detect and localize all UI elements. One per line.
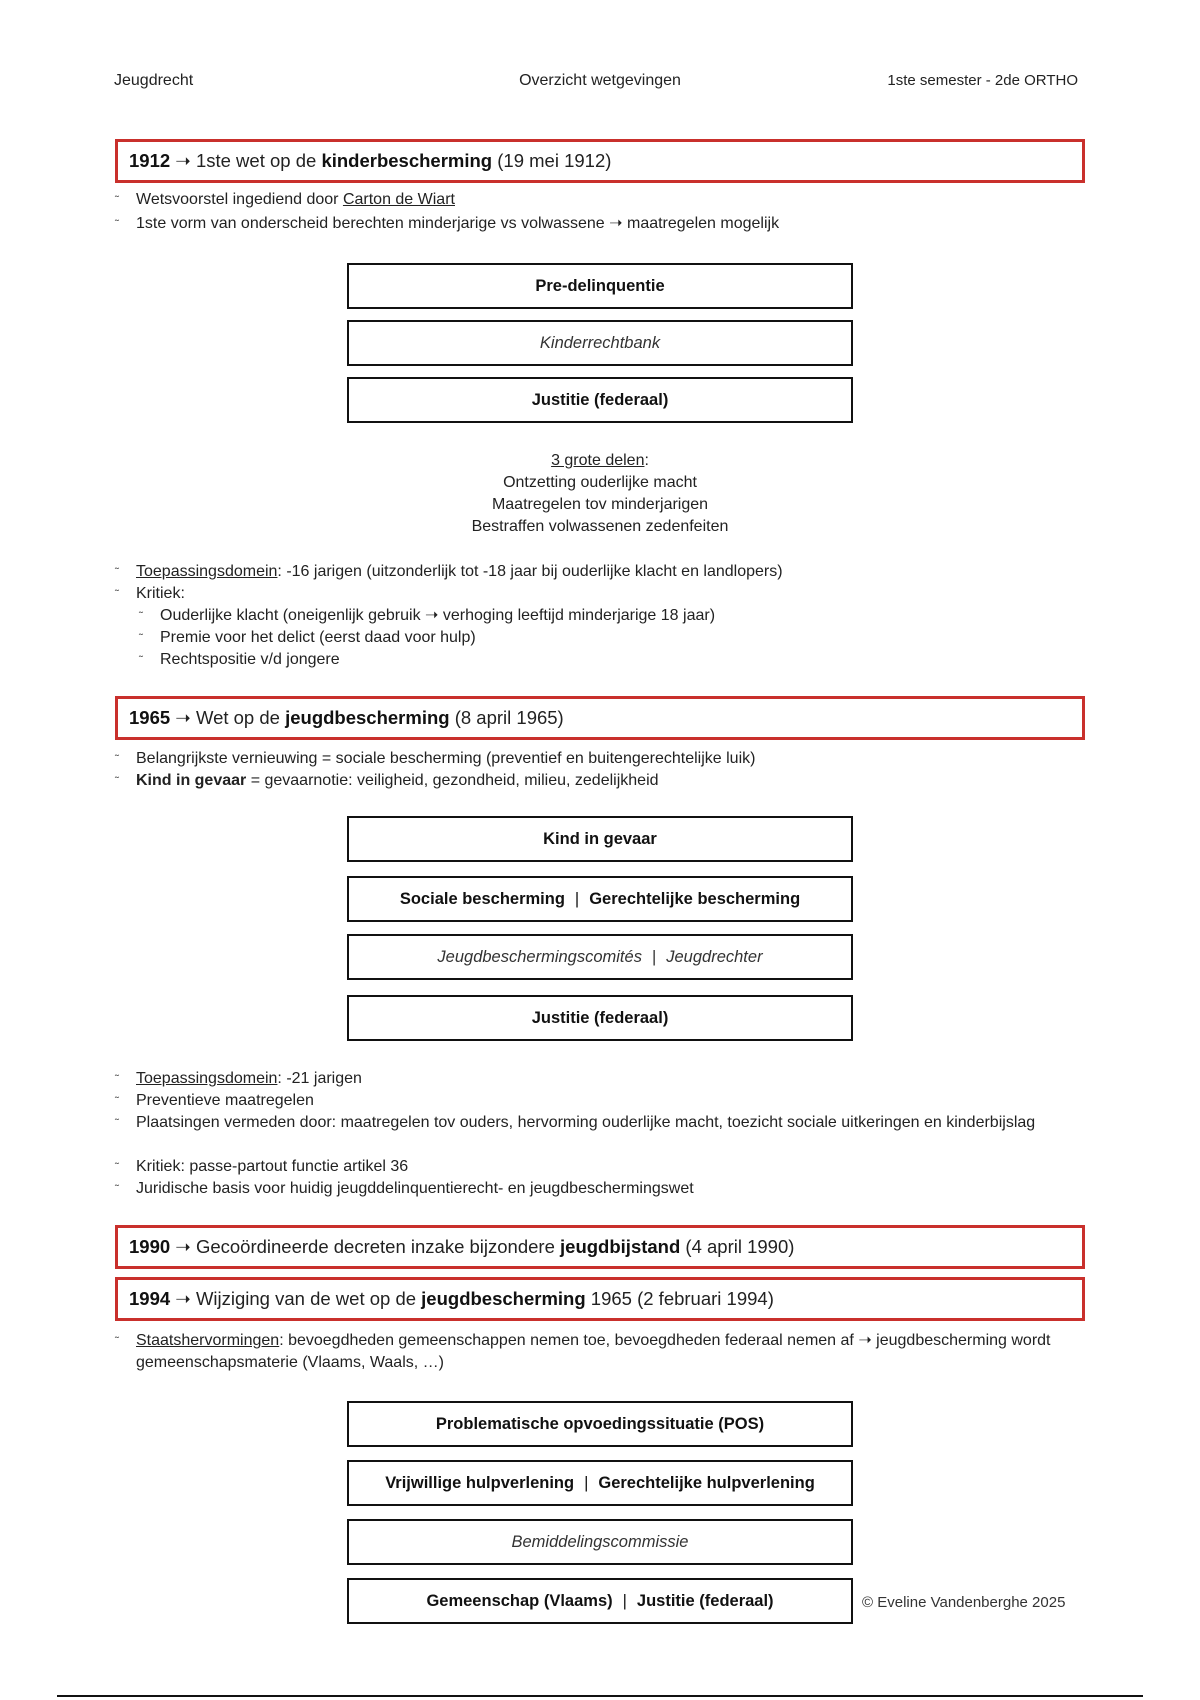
flow-box-hulpverlening: Vrijwillige hulpverlening | Gerechtelijke hulpverlening bbox=[347, 1460, 853, 1506]
bullet-icon: ˜ bbox=[115, 193, 119, 207]
bullet-icon: ˜ bbox=[115, 1334, 119, 1348]
heading-text: 1ste wet op de bbox=[190, 150, 322, 171]
year-1994: 1994 bbox=[129, 1288, 171, 1309]
bullet-text: Kritiek: bbox=[136, 585, 185, 602]
flow-box-bemiddelingscommissie: Bemiddelingscommissie bbox=[347, 1519, 853, 1565]
bullet-icon: ˜ bbox=[115, 1182, 119, 1196]
flow-box-gemeenschap-justitie: Gemeenschap (Vlaams) | Justitie (federaal) bbox=[347, 1578, 853, 1624]
heading-keyword: jeugdbijstand bbox=[560, 1236, 681, 1257]
section-1994-heading bbox=[115, 1277, 1085, 1321]
header-semester: 1ste semester - 2de ORTHO bbox=[887, 72, 1078, 89]
bullet-text: Ouderlijke klacht (oneigenlijk gebruik ➝ verhoging leeftijd minderjarige 18 jaar) bbox=[160, 607, 716, 624]
bullet-text: Premie voor het delict (eerst daad voor hulp) bbox=[160, 629, 476, 646]
bullet-icon: ˜ bbox=[115, 1116, 119, 1130]
bullet-icon: ˜ bbox=[115, 774, 119, 788]
bullet-icon: ˜ bbox=[115, 1094, 119, 1108]
bullet-text: 1ste vorm van onderscheid berechten minderjarige vs volwassene ➝ maatregelen mogelijk bbox=[136, 215, 780, 232]
bullet-text: Kritiek: passe-partout functie artikel 36 bbox=[136, 1158, 409, 1175]
label-toepassingsdomein: Toepassingsdomein bbox=[136, 1070, 278, 1087]
bullet-icon: ˜ bbox=[139, 609, 143, 623]
heading-keyword: kinderbescherming bbox=[321, 150, 493, 171]
arrow-icon: ➝ bbox=[175, 707, 191, 728]
bullet-icon: ˜ bbox=[115, 217, 119, 231]
label-staatshervormingen: Staatshervormingen bbox=[136, 1332, 280, 1349]
bullet-icon: ˜ bbox=[115, 565, 119, 579]
delen-item: Bestraffen volwassenen zedenfeiten bbox=[471, 518, 729, 535]
year-1912: 1912 bbox=[129, 150, 171, 171]
bullet-icon: ˜ bbox=[139, 631, 143, 645]
heading-date: (4 april 1990) bbox=[680, 1236, 795, 1257]
flow-box-comites-jeugdrechter: Jeugdbeschermingscomités | Jeugdrechter bbox=[347, 934, 853, 980]
arrow-icon: ➝ bbox=[175, 1236, 191, 1257]
flow-box-justitie: Justitie (federaal) bbox=[347, 995, 853, 1041]
bullet-icon: ˜ bbox=[115, 1160, 119, 1174]
label-toepassingsdomein: Toepassingsdomein bbox=[136, 563, 278, 580]
flow-box-bescherming: Sociale bescherming | Gerechtelijke bescherming bbox=[347, 876, 853, 922]
delen-item: Maatregelen tov minderjarigen bbox=[491, 496, 709, 513]
section-1990-heading bbox=[115, 1225, 1085, 1269]
flow-box-predelinquentie: Pre-delinquentie bbox=[347, 263, 853, 309]
flow-box-justitie: Justitie (federaal) bbox=[347, 377, 853, 423]
bullet-text: Plaatsingen vermeden door: maatregelen tov ouders, hervorming ouderlijke macht, toezicht sociale uitkeringen en kinderbijslag bbox=[136, 1114, 1036, 1131]
bullet-icon: ˜ bbox=[115, 1072, 119, 1086]
heading-date: (8 april 1965) bbox=[449, 707, 564, 728]
arrow-icon: ➝ bbox=[175, 150, 191, 171]
heading-text: Wet op de bbox=[190, 707, 286, 728]
section-1965-heading bbox=[115, 696, 1085, 740]
header-title: Overzicht wetgevingen bbox=[519, 72, 681, 89]
bullet-text: Preventieve maatregelen bbox=[136, 1092, 314, 1109]
heading-date: 1965 (2 februari 1994) bbox=[585, 1288, 774, 1309]
bullet-text: Rechtspositie v/d jongere bbox=[160, 651, 340, 668]
bullet-icon: ˜ bbox=[115, 587, 119, 601]
header-course: Jeugdrecht bbox=[114, 72, 194, 89]
bullet-text: Wetsvoorstel ingediend door bbox=[136, 191, 343, 208]
arrow-icon: ➝ bbox=[175, 1288, 191, 1309]
flow-box-kinderrechtbank: Kinderrechtbank bbox=[347, 320, 853, 366]
flow-box-pos: Problematische opvoedingssituatie (POS) bbox=[347, 1401, 853, 1447]
copyright-note: © Eveline Vandenberghe 2025 bbox=[862, 1594, 1066, 1611]
heading-text: Gecoördineerde decreten inzake bijzondere bbox=[190, 1236, 561, 1257]
page-divider bbox=[57, 1695, 1143, 1697]
flow-box-kind-in-gevaar: Kind in gevaar bbox=[347, 816, 853, 862]
heading-keyword: jeugdbescherming bbox=[285, 707, 450, 728]
bullet-text: Juridische basis voor huidig jeugddelinquentierecht- en jeugdbeschermingswet bbox=[136, 1180, 694, 1197]
person-name: Carton de Wiart bbox=[342, 191, 455, 208]
bullet-text: Belangrijkste vernieuwing = sociale bescherming (preventief en buitengerechtelijke luik) bbox=[136, 750, 756, 767]
heading-text: Wijziging van de wet op de bbox=[190, 1288, 422, 1309]
bullet-icon: ˜ bbox=[139, 653, 143, 667]
term-kind-in-gevaar: Kind in gevaar bbox=[136, 772, 247, 789]
delen-title: 3 grote delen bbox=[551, 452, 645, 469]
heading-date: (19 mei 1912) bbox=[492, 150, 612, 171]
year-1990: 1990 bbox=[129, 1236, 171, 1257]
year-1965: 1965 bbox=[129, 707, 171, 728]
heading-keyword: jeugdbescherming bbox=[421, 1288, 586, 1309]
bullet-icon: ˜ bbox=[115, 752, 119, 766]
section-1912-heading bbox=[115, 139, 1085, 183]
delen-block: 3 grote delen: Ontzetting ouderlijke macht Maatregelen tov minderjarigen Bestraffen volwassenen zedenfeiten bbox=[0, 450, 1200, 538]
delen-item: Ontzetting ouderlijke macht bbox=[503, 474, 697, 491]
